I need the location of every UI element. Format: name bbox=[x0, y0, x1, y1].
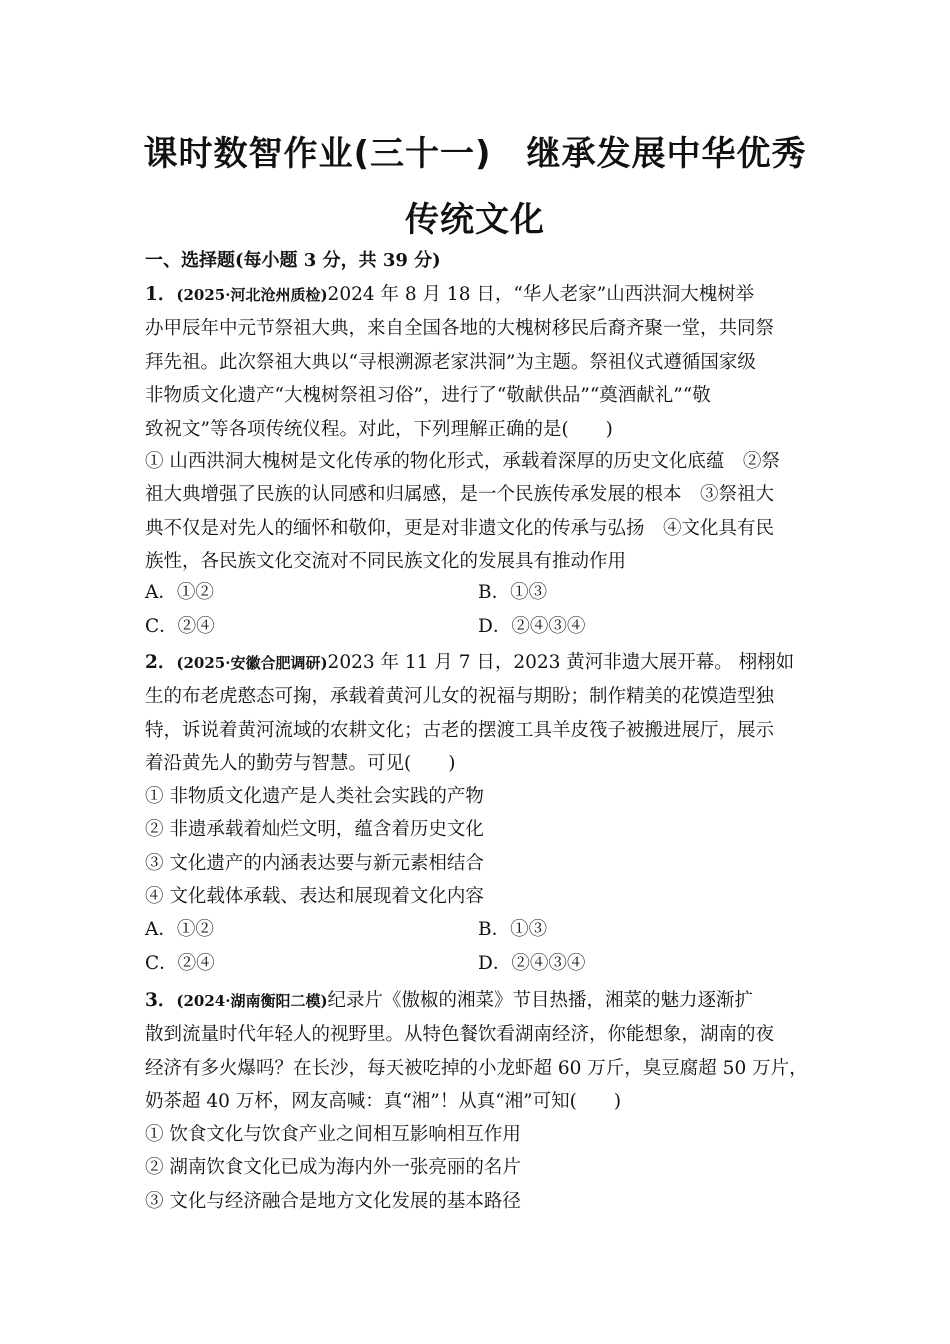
question-1-statement-line: 典不仅是对先人的缅怀和敬仰，更是对非遗文化的传承与弘扬 ④文化具有民 bbox=[145, 517, 775, 539]
question-2-statement: ① 非物质文化遗产是人类社会实践的产物 bbox=[145, 786, 484, 807]
question-1-statement-line: ① 山西洪洞大槐树是文化传承的物化形式，承载着深厚的历史文化底蕴 ②祭 bbox=[145, 451, 780, 472]
option-c[interactable]: C．②④ bbox=[145, 953, 215, 974]
question-2-stem-line: 特，诉说着黄河流域的农耕文化；古老的摆渡工具羊皮筏子被搬进展厅，展示 bbox=[145, 719, 775, 741]
question-number: 3． bbox=[145, 990, 177, 1011]
question-2-stem bbox=[145, 646, 825, 781]
section-heading: 一、选择题(每小题 3 分，共 39 分) bbox=[145, 250, 441, 271]
question-2-stem-line: 2．(2025·安徽合肥调研)2023 年 11 月 7 日，2023 黄河非遗大展开幕。 栩栩如 bbox=[145, 652, 795, 673]
option-d[interactable]: D．②④③④ bbox=[478, 616, 586, 637]
document-title-line-1: 课时数智作业(三十一) 继承发展中华优秀 bbox=[143, 134, 807, 174]
question-1-stem-line: 非物质文化遗产“大槐树祭祖习俗”，进行了“敬献供品”“奠酒献礼”“敬 bbox=[145, 385, 711, 407]
question-1-stem-line: 1．(2025·河北沧州质检)2024 年 8 月 18 日，“华人老家”山西洪洞大槐树举 bbox=[145, 284, 755, 305]
question-3-stem bbox=[145, 984, 825, 1119]
question-1-stem-line: 办甲辰年中元节祭祖大典，来自全国各地的大槐树移民后裔齐聚一堂，共同祭 bbox=[145, 318, 775, 340]
question-3-statement: ③ 文化与经济融合是地方文化发展的基本路径 bbox=[145, 1190, 521, 1212]
question-3-statements bbox=[145, 1118, 825, 1218]
question-1-stem-line: 拜先祖。此次祭祖大典以“寻根溯源老家洪洞”为主题。祭祖仪式遵循国家级 bbox=[145, 351, 756, 373]
question-number: 1． bbox=[145, 284, 177, 305]
option-b[interactable]: B．①③ bbox=[478, 919, 548, 940]
option-a[interactable]: A．①② bbox=[145, 919, 214, 940]
question-source: (2025·安徽合肥调研) bbox=[176, 654, 328, 672]
option-d[interactable]: D．②④③④ bbox=[478, 953, 586, 974]
question-3-stem-line: 3．(2024·湖南衡阳二模)纪录片《傲椒的湘菜》节目热播，湘菜的魅力逐渐扩 bbox=[145, 990, 754, 1011]
question-2-options bbox=[145, 913, 825, 981]
question-number: 2． bbox=[145, 652, 177, 673]
question-1-statement-line: 祖大典增强了民族的认同感和归属感，是一个民族传承发展的根本 ③祭祖大 bbox=[145, 484, 775, 506]
question-2-stem-line: 生的布老虎憨态可掬，承载着黄河儿女的祝福与期盼；制作精美的花馍造型独 bbox=[145, 686, 775, 708]
question-1-stem-line: 致祝文”等各项传统仪程。对此，下列理解正确的是( ) bbox=[145, 418, 613, 440]
option-a[interactable]: A．①② bbox=[145, 582, 214, 603]
question-1-statement-line: 族性，各民族文化交流对不同民族文化的发展具有推动作用 bbox=[145, 551, 627, 573]
question-3-stem-line: 散到流量时代年轻人的视野里。从特色餐饮看湖南经济，你能想象，湖南的夜 bbox=[145, 1024, 775, 1046]
question-3-statement: ② 湖南饮食文化已成为海内外一张亮丽的名片 bbox=[145, 1157, 521, 1179]
question-3-stem-line: 奶茶超 40 万杯，网友高喊：真“湘”！从真“湘”可知( ) bbox=[145, 1091, 622, 1113]
option-b[interactable]: B．①③ bbox=[478, 582, 548, 603]
question-source: (2025·河北沧州质检) bbox=[176, 286, 328, 304]
question-1-options bbox=[145, 576, 825, 644]
question-2-stem-line: 着沿黄先人的勤劳与智慧。可见( ) bbox=[145, 753, 456, 775]
question-1-stem bbox=[145, 278, 825, 446]
question-3-statement: ① 饮食文化与饮食产业之间相互影响相互作用 bbox=[145, 1124, 521, 1145]
question-2-statement: ③ 文化遗产的内涵表达要与新元素相结合 bbox=[145, 852, 484, 874]
question-2-statements bbox=[145, 780, 825, 914]
document-title-line-2: 传统文化 bbox=[405, 200, 545, 240]
question-source: (2024·湖南衡阳二模) bbox=[176, 992, 328, 1010]
question-1-statements bbox=[145, 445, 825, 579]
question-2-statement: ④ 文化载体承载、表达和展现着文化内容 bbox=[145, 886, 484, 908]
question-2-statement: ② 非遗承载着灿烂文明，蕴含着历史文化 bbox=[145, 819, 484, 841]
question-3-stem-line: 经济有多火爆吗？在长沙，每天被吃掉的小龙虾超 60 万斤，臭豆腐超 50 万片， bbox=[145, 1057, 808, 1079]
option-c[interactable]: C．②④ bbox=[145, 616, 215, 637]
